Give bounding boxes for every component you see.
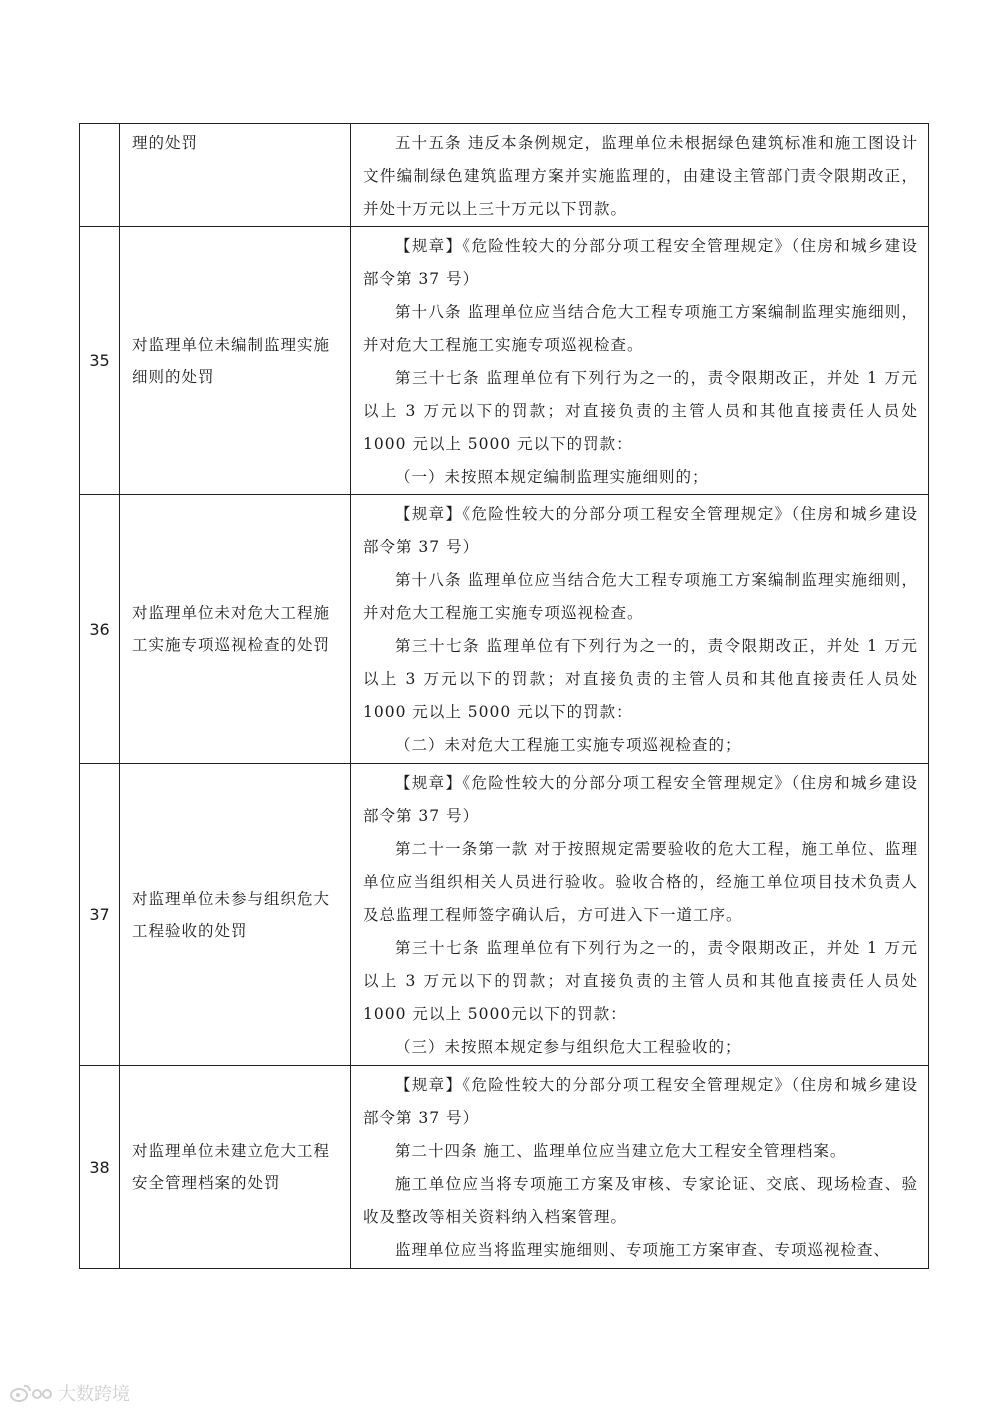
legal-paragraph: 第二十一条第一款 对于按照规定需要验收的危大工程，施工单位、监理单位应当组织相关人员进行验收。验收合格的，经施工单位项目技术负责人及总监理工程师签字确认后，方可进入下一道工序。 (363, 840, 918, 924)
legal-paragraph: 第十八条 监理单位应当结合危大工程专项施工方案编制监理实施细则，并对危大工程施工实施专项巡视检查。 (363, 303, 918, 354)
table-row (80, 495, 929, 764)
row-number: 37 (80, 764, 120, 1066)
legal-basis-cell (351, 227, 929, 495)
weibo-logo-icon (10, 1382, 54, 1404)
table-row (80, 124, 929, 227)
legal-basis-cell (351, 495, 929, 764)
table-row (80, 1066, 929, 1269)
row-number: 38 (80, 1066, 120, 1269)
legal-paragraph: 【规章】《危险性较大的分部分项工程安全管理规定》（住房和城乡建设部令第 37 号） (363, 774, 918, 825)
legal-basis-cell (351, 764, 929, 1066)
legal-paragraph: 第二十四条 施工、监理单位应当建立危大工程安全管理档案。 (395, 1142, 847, 1160)
penalty-title: 对监理单位未建立危大工程安全管理档案的处罚 (120, 1066, 351, 1269)
table-row (80, 227, 929, 495)
watermark-text: 大数跨境 (58, 1384, 130, 1405)
penalty-title: 理的处罚 (120, 124, 351, 227)
legal-paragraph: 第三十七条 监理单位有下列行为之一的，责令限期改正，并处 1 万元以上 3 万元以下的罚款；对直接负责的主管人员和其他直接责任人员处 1000 元以上 5000 元以下的罚款： (363, 637, 918, 721)
legal-paragraph: （三）未按照本规定参与组织危大工程验收的； (395, 1038, 742, 1056)
penalty-title: 对监理单位未参与组织危大工程验收的处罚 (120, 764, 351, 1066)
legal-basis-cell (351, 1066, 929, 1269)
penalty-title: 对监理单位未对危大工程施工实施专项巡视检查的处罚 (120, 495, 351, 764)
row-number (80, 124, 120, 227)
penalty-title: 对监理单位未编制监理实施细则的处罚 (120, 227, 351, 495)
row-number: 36 (80, 495, 120, 764)
legal-paragraph: 施工单位应当将专项施工方案及审核、专家论证、交底、现场检查、验收及整改等相关资料纳入档案管理。 (363, 1175, 918, 1226)
row-number: 35 (80, 227, 120, 495)
watermark (10, 1380, 130, 1406)
table-row (80, 764, 929, 1066)
legal-paragraph: 监理单位应当将监理实施细则、专项施工方案审查、专项巡视检查、 (395, 1241, 891, 1259)
legal-paragraph: 第三十七条 监理单位有下列行为之一的，责令限期改正，并处 1 万元以上 3 万元以下的罚款；对直接负责的主管人员和其他直接责任人员处 1000 元以上 5000元以下的罚款： (363, 939, 918, 1023)
legal-paragraph: （二）未对危大工程施工实施专项巡视检查的； (395, 736, 742, 754)
legal-basis-cell (351, 124, 929, 227)
regulation-table (79, 123, 929, 1269)
legal-paragraph: （一）未按照本规定编制监理实施细则的； (395, 468, 709, 486)
legal-paragraph: 第十八条 监理单位应当结合危大工程专项施工方案编制监理实施细则，并对危大工程施工实施专项巡视检查。 (363, 571, 918, 622)
legal-paragraph: 【规章】《危险性较大的分部分项工程安全管理规定》（住房和城乡建设部令第 37 号） (363, 505, 918, 556)
legal-paragraph: 【规章】《危险性较大的分部分项工程安全管理规定》（住房和城乡建设部令第 37 号） (363, 237, 918, 288)
legal-paragraph: 【规章】《危险性较大的分部分项工程安全管理规定》（住房和城乡建设部令第 37 号） (363, 1076, 918, 1127)
legal-paragraph: 第三十七条 监理单位有下列行为之一的，责令限期改正，并处 1 万元以上 3 万元以下的罚款；对直接负责的主管人员和其他直接责任人员处 1000 元以上 5000 元以下的罚款： (363, 369, 918, 453)
legal-paragraph: 五十五条 违反本条例规定，监理单位未根据绿色建筑标准和施工图设计文件编制绿色建筑监理方案并实施监理的，由建设主管部门责令限期改正，并处十万元以上三十万元以下罚款。 (363, 134, 918, 218)
